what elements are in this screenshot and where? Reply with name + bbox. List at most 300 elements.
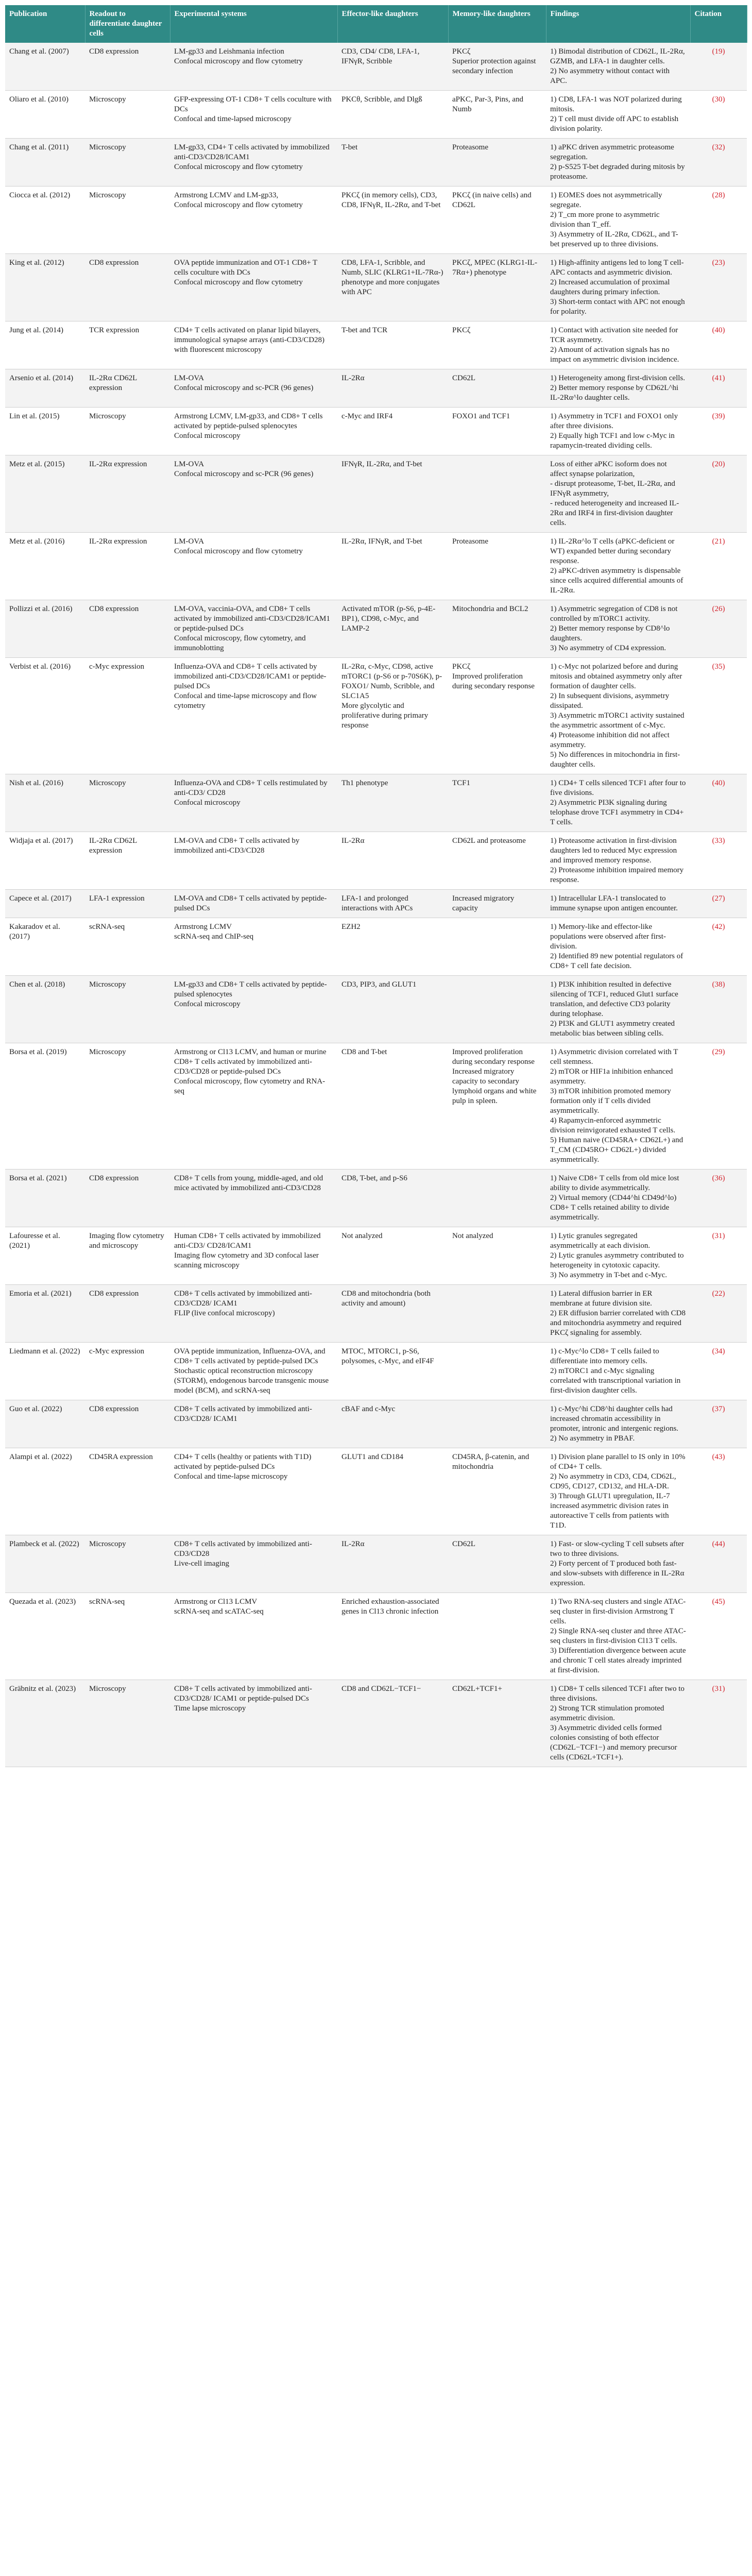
- citation-link[interactable]: (35): [712, 663, 725, 671]
- citation-cell: [690, 254, 747, 321]
- findings-cell-line: 3) Through GLUT1 upregulation, IL-7 increased asymmetric division rates in autoreactive T cells from patients with T1D.: [550, 1492, 670, 1530]
- findings-cell: [546, 1448, 690, 1535]
- effector-cell-line: CD3, PIP3, and GLUT1: [341, 980, 417, 989]
- systems-cell-line: LM-OVA and CD8+ T cells activated by peptide-pulsed DCs: [174, 894, 327, 912]
- citation-link[interactable]: (28): [712, 191, 725, 199]
- effector-cell: [337, 1343, 448, 1400]
- memory-cell-line: Improved proliferation during secondary response: [452, 672, 535, 690]
- findings-cell-line: 3) Asymmetric mTORC1 activity sustained the asymmetric assortment of c-Myc.: [550, 711, 685, 730]
- readout-cell: Microscopy: [85, 139, 170, 187]
- findings-cell: [546, 976, 690, 1043]
- table-row: [5, 139, 747, 187]
- publication-cell: Nish et al. (2016): [5, 774, 85, 832]
- systems-cell-line: LM-OVA and CD8+ T cells activated by immobilized anti-CD3/CD28: [174, 837, 300, 855]
- effector-cell: [337, 1400, 448, 1448]
- systems-cell-line: LM-OVA: [174, 537, 204, 546]
- readout-cell: CD8 expression: [85, 1285, 170, 1343]
- effector-cell: [337, 1170, 448, 1227]
- systems-cell-line: CD8+ T cells activated by immobilized anti-CD3/CD28/ ICAM1: [174, 1290, 312, 1308]
- table-row: [5, 600, 747, 658]
- publication-cell: Ciocca et al. (2012): [5, 187, 85, 254]
- citation-link[interactable]: (33): [712, 837, 725, 845]
- systems-cell: [170, 1343, 337, 1400]
- effector-cell-line: CD8, T-bet, and p-S6: [341, 1174, 407, 1182]
- table-row: [5, 533, 747, 600]
- publication-cell: Metz et al. (2015): [5, 455, 85, 533]
- header-row: [5, 5, 747, 43]
- effector-cell-line: CD3, CD4/ CD8, LFA-1, IFNγR, Scribble: [341, 47, 420, 65]
- table-row: [5, 918, 747, 976]
- systems-cell-line: Confocal microscopy and sc-PCR (96 genes): [174, 470, 314, 478]
- citation-cell: [690, 1535, 747, 1593]
- findings-cell-line: 2) Strong TCR stimulation promoted asymmetric division.: [550, 1704, 664, 1722]
- effector-cell-line: Th1 phenotype: [341, 779, 388, 787]
- effector-cell-line: Enriched exhaustion-associated genes in Cl13 chronic infection: [341, 1598, 439, 1616]
- effector-cell: [337, 1285, 448, 1343]
- systems-cell-line: LM-OVA, vaccinia-OVA, and CD8+ T cells activated by immobilized anti-CD3/CD28/ICAM1 or peptide-pulsed DCs: [174, 605, 330, 633]
- findings-cell-line: 1) Heterogeneity among first-division cells.: [550, 374, 686, 382]
- effector-cell-line: GLUT1 and CD184: [341, 1453, 403, 1461]
- memory-cell: [448, 43, 546, 91]
- memory-cell: [448, 1343, 546, 1400]
- findings-cell-line: 1) Proteasome activation in first-division daughters led to reduced Myc expression and improved memory response.: [550, 837, 677, 865]
- table-row: [5, 1448, 747, 1535]
- findings-cell-line: 2) Asymmetric PI3K signaling during telophase drove TCF1 asymmetry in CD4+ T cells.: [550, 799, 684, 826]
- memory-cell: [448, 139, 546, 187]
- publication-cell: Kakaradov et al. (2017): [5, 918, 85, 976]
- citation-cell: [690, 918, 747, 976]
- citation-link[interactable]: (27): [712, 894, 725, 903]
- findings-cell-line: 1) PI3K inhibition resulted in defective silencing of TCF1, reduced Glut1 surface translation, and defective CD3 polarity during telophase.: [550, 980, 678, 1018]
- effector-cell: [337, 600, 448, 658]
- systems-cell-line: CD8+ T cells from young, middle-aged, and old mice activated by immobilized anti-CD3/CD28: [174, 1174, 323, 1192]
- header-publication: Publication: [5, 5, 85, 43]
- memory-cell: [448, 408, 546, 455]
- effector-cell: [337, 832, 448, 890]
- table-row: [5, 43, 747, 91]
- publication-cell: Capece et al. (2017): [5, 890, 85, 918]
- citation-link[interactable]: (23): [712, 259, 725, 267]
- systems-cell-line: Stochastic optical reconstruction microscopy (STORM), endogenous barcode transgenic mouse model (BCM), and scRNA-seq: [174, 1367, 329, 1395]
- effector-cell-line: c-Myc and IRF4: [341, 412, 393, 420]
- systems-cell-line: LM-gp33 and CD8+ T cells activated by peptide-pulsed splenocytes: [174, 980, 327, 998]
- effector-cell-line: T-bet: [341, 143, 358, 151]
- findings-cell-line: Loss of either aPKC isoform does not affect synapse polarization,: [550, 460, 667, 478]
- citation-cell: [690, 1043, 747, 1170]
- findings-cell-line: 1) Contact with activation site needed for TCR asymmetry.: [550, 326, 678, 344]
- memory-cell-line: PKCζ: [452, 47, 471, 56]
- publication-cell: Jung et al. (2014): [5, 321, 85, 369]
- effector-cell: [337, 890, 448, 918]
- findings-cell-line: 2) T_cm more prone to asymmetric division than T_eff.: [550, 211, 660, 229]
- header-memory-daughters: Memory-like daughters: [448, 5, 546, 43]
- findings-cell-line: 2) Virtual memory (CD44^hi CD49d^lo) CD8+ T cells retained ability to divide asymmetrically.: [550, 1194, 677, 1222]
- findings-cell-line: 2) Amount of activation signals has no impact on asymmetric division incidence.: [550, 346, 679, 364]
- findings-cell-line: 1) Memory-like and effector-like populations were observed after first-division.: [550, 923, 666, 951]
- systems-cell-line: Armstrong LCMV: [174, 923, 232, 931]
- memory-cell: [448, 1400, 546, 1448]
- memory-cell: [448, 600, 546, 658]
- citation-link[interactable]: (29): [712, 1048, 725, 1056]
- findings-cell-line: 1) EOMES does not asymmetrically segregate.: [550, 191, 662, 209]
- findings-cell-line: 2) PI3K and GLUT1 asymmetry created metabolic bias between sibling cells.: [550, 1020, 675, 1038]
- memory-cell-line: CD62L+TCF1+: [452, 1685, 502, 1693]
- readout-cell: Microscopy: [85, 91, 170, 139]
- citation-link[interactable]: (26): [712, 605, 725, 613]
- citation-link[interactable]: (39): [712, 412, 725, 420]
- memory-cell-line: Proteasome: [452, 143, 488, 151]
- citation-cell: [690, 1593, 747, 1680]
- publication-cell: Verbist et al. (2016): [5, 658, 85, 774]
- findings-cell-line: 2) T cell must divide off APC to establish division polarity.: [550, 115, 679, 133]
- citation-cell: [690, 43, 747, 91]
- citation-cell: [690, 600, 747, 658]
- citation-cell: [690, 321, 747, 369]
- effector-cell: [337, 369, 448, 408]
- table-row: [5, 1343, 747, 1400]
- table-row: [5, 774, 747, 832]
- findings-cell-line: 1) Asymmetric division correlated with T cell stemness.: [550, 1048, 678, 1066]
- citation-link[interactable]: (45): [712, 1598, 725, 1606]
- memory-cell: [448, 1535, 546, 1593]
- findings-cell-line: 1) c-Myc not polarized before and during mitosis and obtained asymmetry only after formation of daughter cells.: [550, 663, 682, 690]
- effector-cell: [337, 254, 448, 321]
- memory-cell-line: CD62L: [452, 374, 475, 382]
- systems-cell: [170, 1285, 337, 1343]
- readout-cell: LFA-1 expression: [85, 890, 170, 918]
- effector-cell-line: CD8, LFA-1, Scribble, and Numb, SLIC (KLRG1+IL-7Rα-) phenotype and more conjugates with APC: [341, 259, 443, 296]
- findings-cell-line: 2) Proteasome inhibition impaired memory response.: [550, 866, 684, 884]
- systems-cell: [170, 832, 337, 890]
- systems-cell: [170, 1170, 337, 1227]
- table-header: [5, 5, 747, 43]
- memory-cell: [448, 369, 546, 408]
- citation-link[interactable]: (32): [712, 143, 725, 151]
- systems-cell-line: Confocal microscopy: [174, 432, 241, 440]
- citation-link[interactable]: (21): [712, 537, 725, 546]
- findings-cell-line: 3) Differentiation divergence between acute and chronic T cell states already imprinted at first-division.: [550, 1647, 686, 1674]
- citation-link[interactable]: (44): [712, 1540, 725, 1548]
- citation-cell: [690, 369, 747, 408]
- systems-cell-line: Confocal microscopy, flow cytometry, and immunoblotting: [174, 634, 306, 652]
- findings-cell: [546, 1680, 690, 1767]
- citation-cell: [690, 187, 747, 254]
- readout-cell: Microscopy: [85, 408, 170, 455]
- table-row: [5, 187, 747, 254]
- memory-cell-line: Mitochondria and BCL2: [452, 605, 528, 613]
- table-body: [5, 43, 747, 1767]
- publication-cell: Chang et al. (2011): [5, 139, 85, 187]
- findings-cell-line: 1) High-affinity antigens led to long T cell-APC contacts and asymmetric division.: [550, 259, 684, 277]
- systems-cell: [170, 1448, 337, 1535]
- memory-cell-line: PKCζ, MPEC (KLRG1-IL-7Rα+) phenotype: [452, 259, 537, 277]
- systems-cell-line: LM-gp33 and Leishmania infection: [174, 47, 284, 56]
- table-row: [5, 254, 747, 321]
- findings-cell-line: 3) Asymmetry of IL-2Rα, CD62L, and T-bet preserved up to three divisions.: [550, 230, 678, 248]
- findings-cell-line: 3) No asymmetry of CD4 expression.: [550, 644, 666, 652]
- citation-link[interactable]: (34): [712, 1347, 725, 1355]
- effector-cell: [337, 658, 448, 774]
- findings-cell: [546, 890, 690, 918]
- memory-cell-line: Not analyzed: [452, 1232, 493, 1240]
- systems-cell: [170, 890, 337, 918]
- systems-cell: [170, 254, 337, 321]
- findings-cell: [546, 1593, 690, 1680]
- memory-cell: [448, 187, 546, 254]
- systems-cell-line: LM-gp33, CD4+ T cells activated by immobilized anti-CD3/CD28/ICAM1: [174, 143, 330, 161]
- citation-link[interactable]: (40): [712, 779, 725, 787]
- readout-cell: IL-2Rα CD62L expression: [85, 369, 170, 408]
- findings-cell-line: 1) c-Myc^hi CD8^hi daughter cells had increased chromatin accessibility in promoter, intronic and intergenic regions.: [550, 1405, 679, 1433]
- systems-cell-line: Time lapse microscopy: [174, 1704, 246, 1713]
- citation-cell: [690, 774, 747, 832]
- findings-cell-line: 2) Increased accumulation of proximal daughters during primary infection.: [550, 278, 670, 296]
- readout-cell: Microscopy: [85, 1043, 170, 1170]
- effector-cell: [337, 1593, 448, 1680]
- publication-cell: Lafouresse et al. (2021): [5, 1227, 85, 1285]
- findings-cell-line: 4) Proteasome inhibition did not affect asymmetry.: [550, 731, 670, 749]
- readout-cell: c-Myc expression: [85, 1343, 170, 1400]
- findings-cell-line: 2) aPKC-driven asymmetry is dispensable since cells acquired differential amounts of IL-2Rα.: [550, 567, 683, 595]
- effector-cell: [337, 1535, 448, 1593]
- readout-cell: scRNA-seq: [85, 1593, 170, 1680]
- effector-cell-line: PKCθ, Scribble, and Dlgß: [341, 95, 422, 104]
- readout-cell: c-Myc expression: [85, 658, 170, 774]
- memory-cell-line: PKCζ: [452, 326, 471, 334]
- findings-cell: [546, 254, 690, 321]
- effector-cell-line: MTOC, MTORC1, p-S6, polysomes, c-Myc, and eIF4F: [341, 1347, 434, 1365]
- findings-cell-line: 1) Asymmetry in TCF1 and FOXO1 only after three divisions.: [550, 412, 678, 430]
- findings-cell: [546, 139, 690, 187]
- systems-cell: [170, 1535, 337, 1593]
- findings-cell: [546, 1285, 690, 1343]
- effector-cell-line: More glycolytic and proliferative during primary response: [341, 702, 429, 730]
- publication-cell: King et al. (2012): [5, 254, 85, 321]
- systems-cell-line: Influenza-OVA and CD8+ T cells restimulated by anti-CD3/ CD28: [174, 779, 328, 797]
- publication-cell: Emoria et al. (2021): [5, 1285, 85, 1343]
- systems-cell-line: Armstrong LCMV, LM-gp33, and CD8+ T cells activated by peptide-pulsed splenocytes: [174, 412, 323, 430]
- findings-cell-line: 2) Forty percent of T produced both fast- and slow-subsets with difference in IL-2Rα expression.: [550, 1560, 685, 1587]
- systems-cell-line: Confocal microscopy and flow cytometry: [174, 201, 303, 209]
- table-row: [5, 1535, 747, 1593]
- findings-cell: [546, 187, 690, 254]
- citation-link[interactable]: (38): [712, 980, 725, 989]
- systems-cell-line: Confocal microscopy and flow cytometry: [174, 57, 303, 65]
- citation-cell: [690, 1343, 747, 1400]
- citation-link[interactable]: (31): [712, 1232, 725, 1240]
- memory-cell: [448, 533, 546, 600]
- findings-cell: [546, 91, 690, 139]
- findings-cell-line: 2) Better memory response by CD8^lo daughters.: [550, 624, 670, 642]
- citation-cell: [690, 1227, 747, 1285]
- findings-cell: [546, 658, 690, 774]
- publication-cell: Liedmann et al. (2022): [5, 1343, 85, 1400]
- effector-cell: [337, 321, 448, 369]
- effector-cell-line: IL-2Rα: [341, 837, 365, 845]
- citation-cell: [690, 976, 747, 1043]
- table-row: [5, 321, 747, 369]
- effector-cell-line: CD8 and CD62L−TCF1−: [341, 1685, 421, 1693]
- citation-link[interactable]: (41): [712, 374, 725, 382]
- memory-cell: [448, 890, 546, 918]
- effector-cell-line: IL-2Rα: [341, 374, 365, 382]
- systems-cell-line: Armstrong LCMV and LM-gp33,: [174, 191, 279, 199]
- findings-cell-line: 1) Intracellular LFA-1 translocated to immune synapse upon antigen encounter.: [550, 894, 678, 912]
- table-container: [5, 5, 747, 1767]
- citation-link[interactable]: (30): [712, 95, 725, 104]
- table-row: [5, 1593, 747, 1680]
- effector-cell: [337, 455, 448, 533]
- findings-cell: [546, 774, 690, 832]
- systems-cell-line: CD4+ T cells (healthy or patients with T1D) activated by peptide-pulsed DCs: [174, 1453, 312, 1471]
- findings-cell: [546, 600, 690, 658]
- systems-cell: [170, 408, 337, 455]
- readout-cell: IL-2Rα expression: [85, 455, 170, 533]
- citation-link[interactable]: (40): [712, 326, 725, 334]
- systems-cell-line: scRNA-seq and scATAC-seq: [174, 1607, 264, 1616]
- findings-cell: [546, 1535, 690, 1593]
- header-findings: Findings: [546, 5, 690, 43]
- publication-cell: Borsa et al. (2019): [5, 1043, 85, 1170]
- effector-cell-line: Not analyzed: [341, 1232, 383, 1240]
- publication-cell: Widjaja et al. (2017): [5, 832, 85, 890]
- table-row: [5, 369, 747, 408]
- citation-cell: [690, 1285, 747, 1343]
- systems-cell: [170, 321, 337, 369]
- readout-cell: TCR expression: [85, 321, 170, 369]
- citation-cell: [690, 1448, 747, 1535]
- findings-cell-line: 2) mTORC1 and c-Myc signaling correlated with transcriptional variation in first-division daughter cells.: [550, 1367, 681, 1395]
- effector-cell: [337, 976, 448, 1043]
- findings-cell-line: 1) Fast- or slow-cycling T cell subsets after two to three divisions.: [550, 1540, 684, 1558]
- citation-cell: [690, 533, 747, 600]
- findings-cell-line: 1) Lytic granules segregated asymmetrically at each division.: [550, 1232, 651, 1250]
- table-row: [5, 658, 747, 774]
- systems-cell: [170, 139, 337, 187]
- systems-cell-line: Live-cell imaging: [174, 1560, 230, 1568]
- effector-cell-line: IL-2Rα, IFNγR, and T-bet: [341, 537, 422, 546]
- findings-cell-line: 1) Two RNA-seq clusters and single ATAC-seq cluster in first-division Armstrong T cells.: [550, 1598, 686, 1625]
- systems-cell-line: OVA peptide immunization, Influenza-OVA, and CD8+ T cells activated by peptide-pulsed DCs: [174, 1347, 326, 1365]
- findings-cell-line: 1) aPKC driven asymmetric proteasome segregation.: [550, 143, 674, 161]
- findings-cell-line: 1) Division plane parallel to IS only in 10% of CD4+ T cells.: [550, 1453, 686, 1471]
- findings-cell-line: 2) No asymmetry without contact with APC.: [550, 67, 670, 85]
- table-row: [5, 1680, 747, 1767]
- findings-cell-line: 2) Equally high TCF1 and low c-Myc in rapamycin-treated dividing cells.: [550, 432, 675, 450]
- findings-cell: [546, 918, 690, 976]
- systems-cell-line: Confocal microscopy and flow cytometry: [174, 163, 303, 171]
- findings-cell-line: 4) Rapamycin-enforced asymmetric division reinvigorated exhausted T cells.: [550, 1116, 676, 1134]
- readout-cell: IL-2Rα expression: [85, 533, 170, 600]
- memory-cell: [448, 918, 546, 976]
- effector-cell: [337, 533, 448, 600]
- header-effector-daughters: Effector-like daughters: [337, 5, 448, 43]
- systems-cell: [170, 455, 337, 533]
- effector-cell-line: CD8 and T-bet: [341, 1048, 387, 1056]
- memory-cell: [448, 1448, 546, 1535]
- findings-cell-line: 2) No asymmetry in PBAF.: [550, 1434, 635, 1443]
- citation-link[interactable]: (22): [712, 1290, 725, 1298]
- findings-cell: [546, 1170, 690, 1227]
- memory-cell: [448, 455, 546, 533]
- table-row: [5, 832, 747, 890]
- effector-cell-line: cBAF and c-Myc: [341, 1405, 396, 1413]
- systems-cell-line: CD8+ T cells activated by immobilized anti-CD3/CD28: [174, 1540, 312, 1558]
- findings-cell-line: - reduced heterogeneity and increased IL-2Rα and IRF4 in first-division daughter cells.: [550, 499, 679, 527]
- memory-cell-line: TCF1: [452, 779, 471, 787]
- citation-link[interactable]: (20): [712, 460, 725, 468]
- table-row: [5, 1285, 747, 1343]
- citation-link[interactable]: (36): [712, 1174, 725, 1182]
- findings-cell: [546, 832, 690, 890]
- citation-cell: [690, 1170, 747, 1227]
- memory-cell-line: Increased migratory capacity to secondary lymphoid organs and white pulp in spleen.: [452, 1067, 537, 1105]
- memory-cell: [448, 1043, 546, 1170]
- memory-cell-line: CD62L and proteasome: [452, 837, 526, 845]
- citation-link[interactable]: (43): [712, 1453, 725, 1461]
- citation-link[interactable]: (31): [712, 1685, 725, 1693]
- systems-cell: [170, 1680, 337, 1767]
- readout-cell: CD8 expression: [85, 43, 170, 91]
- readout-cell: Microscopy: [85, 976, 170, 1043]
- memory-cell-line: FOXO1 and TCF1: [452, 412, 510, 420]
- effector-cell: [337, 408, 448, 455]
- effector-cell: [337, 918, 448, 976]
- memory-cell: [448, 1227, 546, 1285]
- findings-cell-line: 3) Asymmetric divided cells formed colonies consisting of both effector (CD62L−TCF1−) and memory precursor cells (CD62L+TCF1+).: [550, 1724, 677, 1761]
- systems-cell: [170, 1227, 337, 1285]
- publication-cell: Chang et al. (2007): [5, 43, 85, 91]
- readout-cell: CD8 expression: [85, 1400, 170, 1448]
- publication-cell: Oliaro et al. (2010): [5, 91, 85, 139]
- publication-cell: Chen et al. (2018): [5, 976, 85, 1043]
- findings-cell-line: 3) mTOR inhibition promoted memory formation only if T cells divided asymmetrically.: [550, 1087, 671, 1115]
- comparison-table: [5, 5, 747, 1767]
- findings-cell-line: 1) CD4+ T cells silenced TCF1 after four to five divisions.: [550, 779, 686, 797]
- citation-cell: [690, 1680, 747, 1767]
- readout-cell: Microscopy: [85, 1535, 170, 1593]
- effector-cell: [337, 1043, 448, 1170]
- memory-cell: [448, 1680, 546, 1767]
- memory-cell: [448, 1285, 546, 1343]
- effector-cell-line: IL-2Rα, c-Myc, CD98, active mTORC1 (p-S6 or p-70S6K), p-FOXO1/ Numb, Scribble, and SLC1A5: [341, 663, 442, 700]
- findings-cell-line: 1) CD8, LFA-1 was NOT polarized during mitosis.: [550, 95, 682, 113]
- citation-link[interactable]: (19): [712, 47, 725, 56]
- findings-cell-line: 2) Single RNA-seq cluster and three ATAC-seq clusters in first-division Cl13 T cells.: [550, 1627, 686, 1645]
- findings-cell: [546, 1043, 690, 1170]
- findings-cell-line: 1) IL-2Rα^lo T cells (aPKC-deficient or WT) expanded better during secondary response.: [550, 537, 675, 565]
- memory-cell: [448, 1170, 546, 1227]
- publication-cell: Pollizzi et al. (2016): [5, 600, 85, 658]
- systems-cell-line: LM-OVA: [174, 374, 204, 382]
- systems-cell-line: Imaging flow cytometry and 3D confocal laser scanning microscopy: [174, 1251, 319, 1269]
- systems-cell-line: Confocal microscopy, flow cytometry and RNA-seq: [174, 1077, 326, 1095]
- systems-cell-line: Confocal microscopy: [174, 799, 241, 807]
- citation-link[interactable]: (37): [712, 1405, 725, 1413]
- systems-cell-line: OVA peptide immunization and OT-1 CD8+ T cells coculture with DCs: [174, 259, 317, 277]
- citation-link[interactable]: (42): [712, 923, 725, 931]
- systems-cell-line: Confocal microscopy and flow cytometry: [174, 547, 303, 555]
- findings-cell-line: 1) Bimodal distribution of CD62L, IL-2Rα, GZMB, and LFA-1 in daughter cells.: [550, 47, 685, 65]
- table-row: [5, 1400, 747, 1448]
- findings-cell: [546, 43, 690, 91]
- memory-cell: [448, 774, 546, 832]
- systems-cell: [170, 187, 337, 254]
- systems-cell: [170, 533, 337, 600]
- memory-cell: [448, 91, 546, 139]
- publication-cell: Lin et al. (2015): [5, 408, 85, 455]
- effector-cell: [337, 43, 448, 91]
